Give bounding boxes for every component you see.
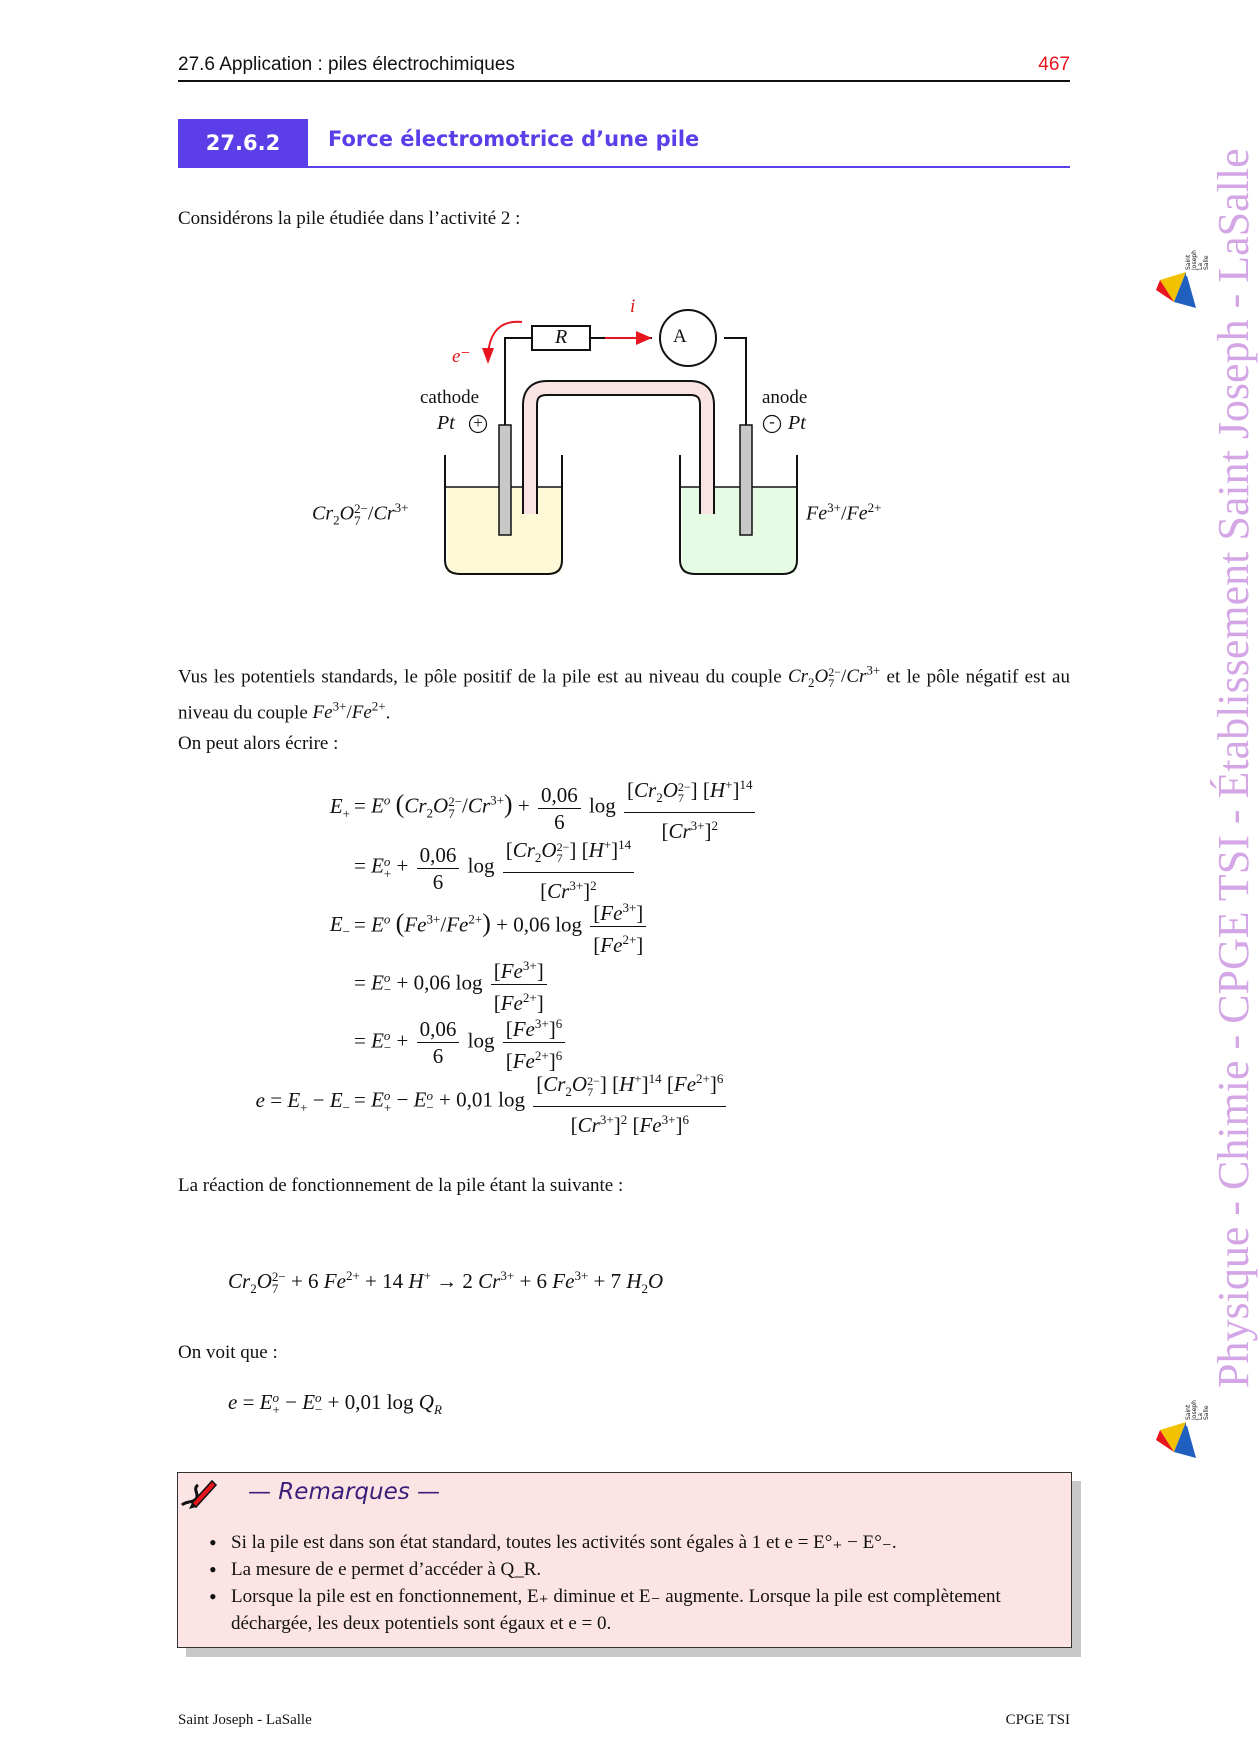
electron-label: e⁻ [452, 346, 471, 367]
on-voit-text: On voit que : [178, 1342, 278, 1363]
eq-fem-qr: e = E o + − E o − + 0,01 $\log Q_R$ [228, 1390, 442, 1418]
side-banner: Physique - Chimie - CPGE TSI - Établissement Saint Joseph - LaSalle [1209, 148, 1258, 1388]
logo-text-top: Saint Joseph La Salle [1185, 250, 1210, 270]
running-header-title: 27.6 Application : piles électrochimiques [178, 54, 515, 75]
remark-item: • Si la pile est dans son état standard, toutes les activités sont égales à 1 et e = E°₊ − E°₋. [205, 1529, 1071, 1556]
section-number: 27.6.2 [178, 119, 308, 167]
left-couple-label: $Cr_2O$ 2− 7 $/Cr^{3+}$ [312, 500, 409, 529]
reaction-intro: La réaction de fonctionnement de la pile étant la suivante : [178, 1175, 624, 1196]
intro-text: Considérons la pile étudiée dans l’activité 2 : [178, 208, 521, 229]
ammeter [660, 310, 716, 366]
school-logo-bottom [1152, 1400, 1210, 1460]
right-couple-label: $Fe^{3+}/Fe^{2+}$ [806, 500, 882, 525]
current-label: i [630, 296, 636, 317]
remarks-list [205, 1529, 1071, 1637]
electrochemical-cell-diagram [300, 290, 940, 590]
pencil-icon [178, 1475, 218, 1515]
remark-item: • Lorsque la pile est en fonctionnement, E₊ diminue et E₋ augmente. Lorsque la pile est complètement déchargée, les deux potentiels sont égaux et e = 0. [205, 1583, 1071, 1637]
remarks-title: — Remarques — [248, 1479, 441, 1505]
paragraph-poles: Vus les potentiels standards, le pôle positif de la pile est au niveau du couple $Cr_2O$ 2− 7 $/Cr^{3+}$ et le pôle négatif est au niveau du couple $Fe^{3+}/Fe^{2+}$. [178, 663, 1070, 724]
equation-block: $E_+$ = $E^o$ ($Cr_2O$ 2− 7 $/Cr^{3+}$) + $\frac{0,06}{6}$ log [$Cr_2O$ 2− 7 ] $[H^+]^{14}$ $[Cr^{3+}]^2$ = E o + + $\frac{0,06}{6}$ log [$Cr_2O$ 2− 7 ] $[H^+]^{14}$ $[Cr^{3+}]^2$ $E_-$ = $E^o$ $(Fe^{3+}/Fe^{2+}) + 0,06$ log $\frac{[Fe^{3+}]}{[Fe^{2+}]}$ = E o − + 0,06 log $\frac{[Fe^{3+}]}{[Fe^{2+}]}$ = E o − + $\frac{0,06}{6}$ log $\frac{[Fe^{3+}]^6}{[Fe^{2+}]^6}$ $e = E_+ - E_-$ = E o + − E o − + 0,01 log [$Cr_2O$ 2− 7 ] $[H^+]^{14}$ $[Fe^{2+}]^6$ $[Cr^{3+}]^2$ $[Fe^{3+}]^6$ [0, 0, 1240, 1754]
anode-electrode [740, 425, 752, 535]
header-rule [178, 80, 1070, 82]
cathode-pt: Pt [437, 412, 455, 434]
reaction-equation: $Cr_2O$ 2− 7 + 6 $Fe^{2+} + 14$ H+ → 2 $Cr^{3+} + 6$ $Fe^{3+} + 7$ $H_2O$ [228, 1268, 664, 1297]
remark-item: • La mesure de e permet d’accéder à Q_R. [205, 1556, 1071, 1583]
remarks-box [177, 1472, 1072, 1648]
section-rule [178, 166, 1070, 168]
anode-pt: Pt [788, 412, 806, 434]
cathode-label: cathode [420, 387, 480, 408]
ammeter-label: A [673, 326, 687, 347]
anode-label: anode [762, 387, 808, 408]
logo-text-bottom: Saint Joseph La Salle [1185, 1400, 1210, 1420]
footer-right: CPGE TSI [1005, 1712, 1070, 1728]
minus-sign: - [769, 412, 775, 431]
footer-left: Saint Joseph - LaSalle [178, 1712, 312, 1728]
section-title: Force électromotrice d’une pile [328, 127, 700, 151]
page-number: 467 [1038, 54, 1070, 75]
on-peut-text: On peut alors écrire : [178, 733, 339, 754]
plus-sign: + [473, 413, 483, 432]
cathode-electrode [499, 425, 511, 535]
school-logo-top [1152, 250, 1210, 310]
resistor-label: R [555, 326, 568, 348]
